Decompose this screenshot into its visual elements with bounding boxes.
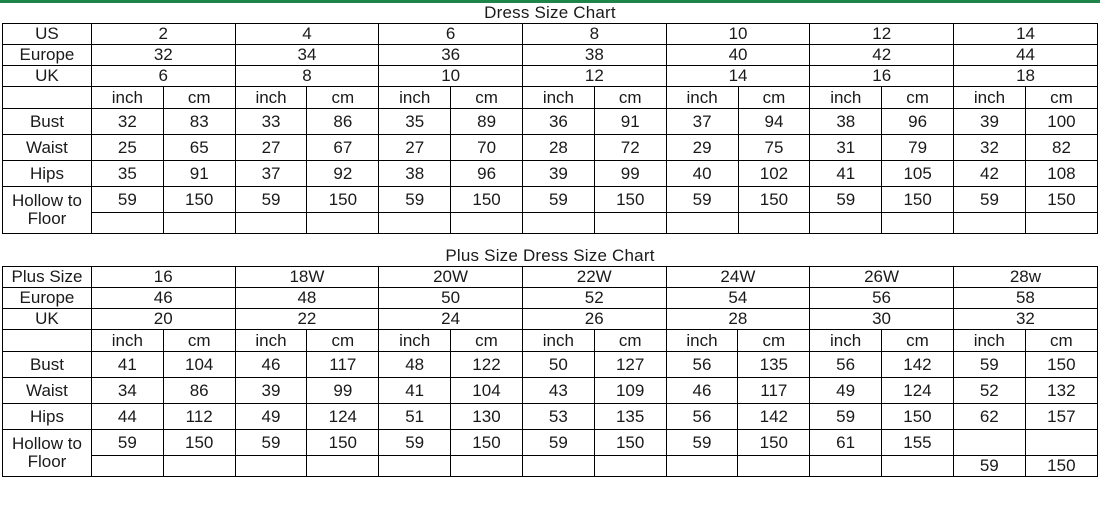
size-value: 24 <box>379 309 523 330</box>
chart-2-waist-row <box>3 378 1098 404</box>
measure-value: 35 <box>91 161 163 187</box>
size-value: 36 <box>379 45 523 66</box>
size-value: 12 <box>810 24 954 45</box>
empty-cell <box>451 456 523 477</box>
measure-value: 41 <box>379 378 451 404</box>
chart-2-hollow-row-continued <box>3 456 1098 477</box>
empty-cell <box>882 213 954 234</box>
empty-cell <box>954 213 1026 234</box>
measure-value: 142 <box>882 352 954 378</box>
unit-inch: inch <box>810 87 882 109</box>
chart-1-banner: Dress Size Chart <box>3 3 1098 24</box>
measure-value: 41 <box>91 352 163 378</box>
empty-cell <box>235 456 307 477</box>
measure-value: 59 <box>379 430 451 456</box>
measure-value: 124 <box>882 378 954 404</box>
measure-value: 36 <box>523 109 595 135</box>
measure-value: 112 <box>163 404 235 430</box>
measure-value: 33 <box>235 109 307 135</box>
size-value: 22W <box>522 267 666 288</box>
measure-value: 56 <box>810 352 882 378</box>
empty-cell <box>307 456 379 477</box>
section-gap <box>0 234 1100 246</box>
measure-value: 155 <box>882 430 954 456</box>
measure-value: 150 <box>1025 352 1097 378</box>
measure-value: 50 <box>522 352 594 378</box>
measure-value: 25 <box>91 135 163 161</box>
measure-value: 62 <box>953 404 1025 430</box>
row-label: Hips <box>3 404 92 430</box>
size-value: 10 <box>379 66 523 87</box>
unit-cm: cm <box>882 330 954 352</box>
unit-cm: cm <box>738 330 810 352</box>
empty-cell <box>738 456 810 477</box>
empty-cell <box>523 213 595 234</box>
measure-value: 135 <box>738 352 810 378</box>
measure-value: 59 <box>666 187 738 213</box>
measure-value: 150 <box>738 187 810 213</box>
size-value: 14 <box>666 66 810 87</box>
measure-value: 150 <box>882 404 954 430</box>
measure-value: 130 <box>451 404 523 430</box>
empty-cell <box>451 213 523 234</box>
measure-value: 49 <box>235 404 307 430</box>
measure-value: 104 <box>163 352 235 378</box>
measure-value: 28 <box>523 135 595 161</box>
measure-value: 94 <box>738 109 810 135</box>
measure-value: 109 <box>594 378 666 404</box>
measure-value: 43 <box>522 378 594 404</box>
empty-cell <box>666 456 738 477</box>
measure-value: 72 <box>594 135 666 161</box>
measure-value: 105 <box>882 161 954 187</box>
empty-cell <box>738 213 810 234</box>
row-label: Plus Size <box>3 267 92 288</box>
chart-2-unit-row <box>3 330 1098 352</box>
unit-inch: inch <box>235 330 307 352</box>
unit-inch: inch <box>91 87 163 109</box>
unit-cm: cm <box>451 330 523 352</box>
unit-inch: inch <box>523 87 595 109</box>
measure-value: 82 <box>1025 135 1097 161</box>
empty-cell <box>1025 430 1097 456</box>
measure-value: 31 <box>810 135 882 161</box>
measure-value: 41 <box>810 161 882 187</box>
row-label <box>3 330 92 352</box>
row-label: Waist <box>3 135 92 161</box>
row-label: UK <box>3 309 92 330</box>
unit-inch: inch <box>666 87 738 109</box>
empty-cell <box>379 456 451 477</box>
measure-value: 127 <box>594 352 666 378</box>
measure-value: 150 <box>307 187 379 213</box>
size-value: 28 <box>666 309 810 330</box>
empty-cell <box>307 213 379 234</box>
measure-value: 35 <box>379 109 451 135</box>
measure-value: 32 <box>91 109 163 135</box>
measure-value: 38 <box>810 109 882 135</box>
unit-inch: inch <box>953 330 1025 352</box>
measure-value: 96 <box>882 109 954 135</box>
measure-value: 59 <box>810 404 882 430</box>
chart-1-waist-row <box>3 135 1098 161</box>
measure-value: 59 <box>953 352 1025 378</box>
chart-2-uk-row <box>3 309 1098 330</box>
size-value: 30 <box>810 309 954 330</box>
empty-cell <box>91 213 163 234</box>
measure-value: 53 <box>522 404 594 430</box>
chart-2-banner: Plus Size Dress Size Chart <box>3 246 1098 267</box>
size-value: 26W <box>810 267 954 288</box>
size-value: 22 <box>235 309 379 330</box>
measure-value: 92 <box>307 161 379 187</box>
chart-2-banner-row <box>3 246 1098 267</box>
size-value: 18 <box>954 66 1098 87</box>
row-label: Hollow to Floor <box>3 187 92 234</box>
size-value: 46 <box>91 288 235 309</box>
row-label: US <box>3 24 92 45</box>
measure-value: 59 <box>810 187 882 213</box>
measure-value: 38 <box>379 161 451 187</box>
empty-cell <box>91 456 163 477</box>
measure-value: 67 <box>307 135 379 161</box>
size-value: 34 <box>235 45 379 66</box>
chart-2-bust-row <box>3 352 1098 378</box>
measure-value: 124 <box>307 404 379 430</box>
size-value: 16 <box>91 267 235 288</box>
size-value: 32 <box>953 309 1097 330</box>
chart-1-bust-row <box>3 109 1098 135</box>
unit-inch: inch <box>954 87 1026 109</box>
size-value: 4 <box>235 24 379 45</box>
measure-value: 89 <box>451 109 523 135</box>
measure-value: 150 <box>451 187 523 213</box>
empty-cell <box>235 213 307 234</box>
measure-value: 37 <box>235 161 307 187</box>
measure-value: 99 <box>594 161 666 187</box>
empty-cell <box>882 456 954 477</box>
unit-inch: inch <box>522 330 594 352</box>
unit-cm: cm <box>882 87 954 109</box>
chart-1-hollow-row <box>3 187 1098 213</box>
measure-value: 157 <box>1025 404 1097 430</box>
size-value: 6 <box>379 24 523 45</box>
measure-value: 59 <box>954 187 1026 213</box>
measure-value: 59 <box>91 187 163 213</box>
unit-inch: inch <box>91 330 163 352</box>
measure-value: 37 <box>666 109 738 135</box>
empty-cell <box>953 430 1025 456</box>
measure-value: 51 <box>379 404 451 430</box>
measure-value: 83 <box>163 109 235 135</box>
empty-cell <box>379 213 451 234</box>
measure-value: 142 <box>738 404 810 430</box>
empty-cell <box>163 213 235 234</box>
size-value: 48 <box>235 288 379 309</box>
unit-inch: inch <box>379 330 451 352</box>
size-value: 58 <box>953 288 1097 309</box>
size-value: 8 <box>523 24 667 45</box>
unit-inch: inch <box>810 330 882 352</box>
size-value: 20W <box>379 267 523 288</box>
measure-value: 150 <box>163 430 235 456</box>
measure-value: 48 <box>379 352 451 378</box>
empty-cell <box>522 456 594 477</box>
size-value: 6 <box>91 66 235 87</box>
measure-value: 42 <box>954 161 1026 187</box>
measure-value: 150 <box>594 187 666 213</box>
measure-value: 150 <box>163 187 235 213</box>
chart-1-unit-row <box>3 87 1098 109</box>
empty-cell <box>1025 213 1097 234</box>
measure-value: 100 <box>1025 109 1097 135</box>
measure-value: 96 <box>451 161 523 187</box>
unit-cm: cm <box>594 330 666 352</box>
measure-value: 56 <box>666 352 738 378</box>
measure-value: 59 <box>522 430 594 456</box>
measure-value: 61 <box>810 430 882 456</box>
measure-value: 79 <box>882 135 954 161</box>
measure-value: 150 <box>1025 456 1097 477</box>
measure-value: 40 <box>666 161 738 187</box>
chart-1-us-row <box>3 24 1098 45</box>
size-value: 40 <box>666 45 810 66</box>
chart-2-hollow-row <box>3 430 1098 456</box>
chart-1-uk-row <box>3 66 1098 87</box>
measure-value: 122 <box>451 352 523 378</box>
measure-value: 59 <box>91 430 163 456</box>
chart-2-hips-row <box>3 404 1098 430</box>
row-label: Hollow to Floor <box>3 430 92 477</box>
measure-value: 39 <box>235 378 307 404</box>
size-value: 44 <box>954 45 1098 66</box>
size-value: 20 <box>91 309 235 330</box>
measure-value: 39 <box>523 161 595 187</box>
size-value: 52 <box>522 288 666 309</box>
size-value: 42 <box>810 45 954 66</box>
measure-value: 104 <box>451 378 523 404</box>
chart-1-hips-row <box>3 161 1098 187</box>
size-value: 18W <box>235 267 379 288</box>
row-label: Europe <box>3 288 92 309</box>
measure-value: 102 <box>738 161 810 187</box>
unit-cm: cm <box>594 87 666 109</box>
chart-1-hollow-row-continued <box>3 213 1098 234</box>
size-value: 2 <box>91 24 235 45</box>
empty-cell <box>163 456 235 477</box>
measure-value: 32 <box>954 135 1026 161</box>
measure-value: 59 <box>953 456 1025 477</box>
size-value: 32 <box>91 45 235 66</box>
unit-cm: cm <box>307 330 379 352</box>
measure-value: 86 <box>163 378 235 404</box>
measure-value: 132 <box>1025 378 1097 404</box>
measure-value: 44 <box>91 404 163 430</box>
measure-value: 150 <box>451 430 523 456</box>
unit-cm: cm <box>163 87 235 109</box>
size-value: 10 <box>666 24 810 45</box>
measure-value: 46 <box>235 352 307 378</box>
size-value: 54 <box>666 288 810 309</box>
size-value: 56 <box>810 288 954 309</box>
measure-value: 91 <box>163 161 235 187</box>
size-value: 28w <box>953 267 1097 288</box>
measure-value: 150 <box>307 430 379 456</box>
row-label: Europe <box>3 45 92 66</box>
size-value: 38 <box>523 45 667 66</box>
row-label <box>3 87 92 109</box>
measure-value: 34 <box>91 378 163 404</box>
measure-value: 59 <box>666 430 738 456</box>
measure-value: 150 <box>738 430 810 456</box>
unit-cm: cm <box>1025 87 1097 109</box>
row-label: UK <box>3 66 92 87</box>
chart-1-banner-row <box>3 3 1098 24</box>
unit-cm: cm <box>307 87 379 109</box>
size-value: 14 <box>954 24 1098 45</box>
empty-cell <box>594 456 666 477</box>
measure-value: 99 <box>307 378 379 404</box>
measure-value: 65 <box>163 135 235 161</box>
measure-value: 86 <box>307 109 379 135</box>
measure-value: 59 <box>235 430 307 456</box>
measure-value: 39 <box>954 109 1026 135</box>
row-label: Bust <box>3 352 92 378</box>
size-value: 12 <box>523 66 667 87</box>
measure-value: 117 <box>738 378 810 404</box>
size-value: 8 <box>235 66 379 87</box>
row-label: Bust <box>3 109 92 135</box>
size-value: 26 <box>522 309 666 330</box>
measure-value: 27 <box>379 135 451 161</box>
row-label: Hips <box>3 161 92 187</box>
unit-inch: inch <box>379 87 451 109</box>
measure-value: 75 <box>738 135 810 161</box>
size-value: 50 <box>379 288 523 309</box>
unit-inch: inch <box>235 87 307 109</box>
measure-value: 135 <box>594 404 666 430</box>
chart-1-europe-row <box>3 45 1098 66</box>
unit-cm: cm <box>163 330 235 352</box>
unit-cm: cm <box>1025 330 1097 352</box>
empty-cell <box>810 456 882 477</box>
measure-value: 46 <box>666 378 738 404</box>
empty-cell <box>810 213 882 234</box>
measure-value: 108 <box>1025 161 1097 187</box>
measure-value: 117 <box>307 352 379 378</box>
chart-2-plus-size-row <box>3 267 1098 288</box>
size-value: 16 <box>810 66 954 87</box>
unit-cm: cm <box>451 87 523 109</box>
dress-size-chart-table <box>2 3 1098 234</box>
size-value: 24W <box>666 267 810 288</box>
row-label: Waist <box>3 378 92 404</box>
measure-value: 52 <box>953 378 1025 404</box>
measure-value: 56 <box>666 404 738 430</box>
measure-value: 70 <box>451 135 523 161</box>
chart-2-europe-row <box>3 288 1098 309</box>
measure-value: 91 <box>594 109 666 135</box>
plus-size-dress-size-chart-table <box>2 246 1098 477</box>
measure-value: 150 <box>882 187 954 213</box>
empty-cell <box>666 213 738 234</box>
unit-cm: cm <box>738 87 810 109</box>
measure-value: 29 <box>666 135 738 161</box>
empty-cell <box>594 213 666 234</box>
measure-value: 150 <box>1025 187 1097 213</box>
measure-value: 27 <box>235 135 307 161</box>
measure-value: 59 <box>523 187 595 213</box>
measure-value: 49 <box>810 378 882 404</box>
measure-value: 59 <box>379 187 451 213</box>
measure-value: 59 <box>235 187 307 213</box>
measure-value: 150 <box>594 430 666 456</box>
unit-inch: inch <box>666 330 738 352</box>
